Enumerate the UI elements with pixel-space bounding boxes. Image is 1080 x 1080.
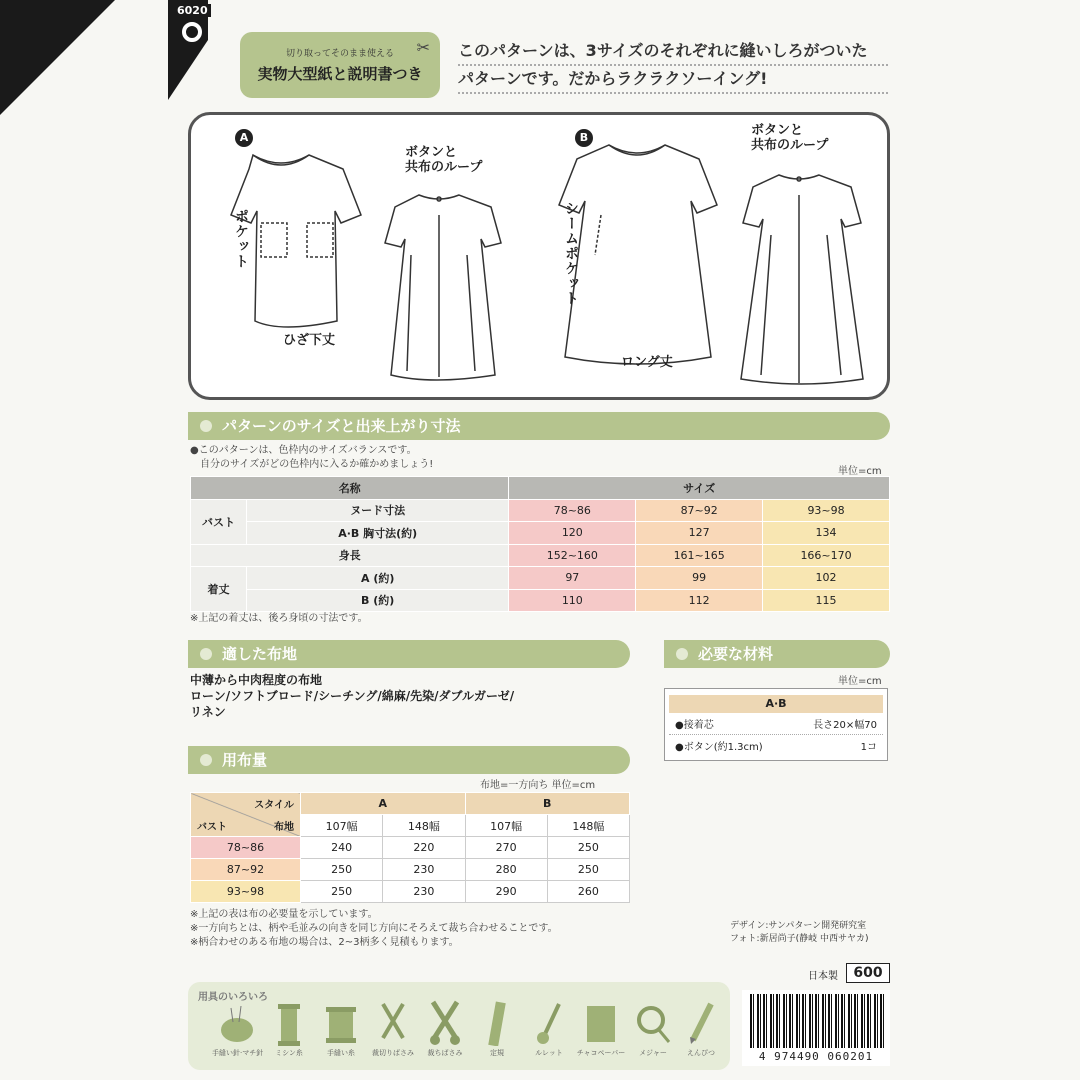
size-nude: ヌード寸法 bbox=[247, 499, 509, 522]
b-length-label: ロング丈 bbox=[621, 355, 673, 370]
tools-panel bbox=[188, 982, 730, 1070]
yardage-cell: 230 bbox=[383, 881, 465, 903]
chalk-paper-icon bbox=[581, 1000, 621, 1046]
size-a-len: A (約) bbox=[247, 567, 509, 590]
yardage-corner bbox=[191, 793, 301, 837]
b-button-label: ボタンと 共布のループ bbox=[751, 123, 829, 153]
a-pocket-label: ポケット bbox=[233, 209, 249, 269]
materials-unit: 単位=cm bbox=[838, 676, 882, 687]
tool-item bbox=[264, 1000, 314, 1058]
materials-row bbox=[669, 735, 883, 756]
size-cell: 120 bbox=[509, 522, 636, 545]
size-note1: ●このパターンは、色枠内のサイズバランスです。 bbox=[190, 445, 417, 456]
yardage-size: 78~86 bbox=[191, 837, 301, 859]
material-value: 長さ20×幅70 bbox=[813, 720, 877, 731]
yardage-notes bbox=[190, 908, 558, 950]
tool-label: 裁ちばさみ bbox=[427, 1049, 463, 1057]
size-cell: 115 bbox=[763, 589, 890, 612]
yardage-note: ※一方向ちとは、柄や毛並みの向きを同じ方向にそろえて裁ち合わせることです。 bbox=[190, 923, 558, 934]
fabric-text bbox=[190, 672, 630, 720]
tool-item bbox=[212, 1000, 262, 1058]
size-cell: 99 bbox=[636, 567, 763, 590]
credit-design: デザイン:サンパターン開発研究室 bbox=[730, 921, 867, 931]
hand-thread-icon bbox=[321, 1000, 361, 1046]
size-cell: 134 bbox=[763, 522, 890, 545]
a-length-label: ひざ下丈 bbox=[283, 333, 336, 348]
tool-item bbox=[524, 1000, 574, 1058]
yardage-size: 93~98 bbox=[191, 881, 301, 903]
pattern-code: 6020 bbox=[174, 4, 211, 17]
tool-item bbox=[368, 1000, 418, 1058]
yardage-unit: 布地=一方向ち 単位=cm bbox=[480, 780, 596, 791]
tool-label: 定規 bbox=[490, 1049, 504, 1057]
barcode bbox=[742, 990, 890, 1066]
material-name: ●接着芯 bbox=[675, 720, 714, 731]
made-in: 日本製 bbox=[808, 971, 838, 982]
tool-label: メジャー bbox=[639, 1049, 667, 1057]
fabric-line1: 中薄から中肉程度の布地 bbox=[190, 673, 323, 687]
size-cell: 110 bbox=[509, 589, 636, 612]
size-unit: 単位=cm bbox=[838, 466, 882, 477]
credits bbox=[730, 920, 868, 946]
headline-line2: パターンです。だからラクラクソーイング! bbox=[458, 66, 888, 94]
fabric-line3: リネン bbox=[190, 705, 226, 719]
a-button-label: ボタンと 共布のループ bbox=[405, 145, 483, 175]
tool-label: チャコペーパー bbox=[576, 1049, 626, 1057]
yardage-note: ※上記の表は布の必要量を示しています。 bbox=[190, 909, 378, 920]
fabric-section-title: 適した布地 bbox=[188, 640, 630, 668]
size-cell: 161~165 bbox=[636, 544, 763, 567]
size-cell: 93~98 bbox=[763, 499, 890, 522]
style-b-mark: B bbox=[575, 129, 593, 147]
yardage-cell: 240 bbox=[301, 837, 383, 859]
size-cell: 127 bbox=[636, 522, 763, 545]
tool-label: 手縫い糸 bbox=[327, 1049, 355, 1057]
yardage-cell: 220 bbox=[383, 837, 465, 859]
yardage-cell: 280 bbox=[465, 859, 547, 881]
size-bust: バスト bbox=[191, 499, 247, 544]
size-th-name: 名称 bbox=[191, 477, 509, 500]
brand-logo-icon bbox=[182, 22, 202, 42]
yardage-cell: 260 bbox=[547, 881, 629, 903]
yardage-table bbox=[190, 792, 630, 903]
yardage-cell: 250 bbox=[547, 837, 629, 859]
yardage-fabric-label: 布地 bbox=[274, 822, 294, 833]
tool-label: ルレット bbox=[535, 1049, 563, 1057]
tool-label: ミシン糸 bbox=[275, 1049, 303, 1057]
size-length: 着丈 bbox=[191, 567, 247, 612]
tool-item bbox=[472, 1000, 522, 1058]
yardage-style-label: スタイル bbox=[254, 800, 294, 811]
materials-row bbox=[669, 713, 883, 735]
size-cell: 112 bbox=[636, 589, 763, 612]
size-cell: 87~92 bbox=[636, 499, 763, 522]
b-pocket-label: シームポケット bbox=[563, 201, 579, 306]
tool-item bbox=[628, 1000, 678, 1058]
materials-header: A·B bbox=[669, 695, 883, 713]
dress-illustration-panel bbox=[188, 112, 890, 400]
size-note2: 自分のサイズがどの色枠内に入るか確かめましょう! bbox=[200, 459, 434, 470]
tool-label: 裁切りばさみ bbox=[372, 1049, 414, 1057]
pincushion-icon bbox=[217, 1000, 257, 1046]
thread-scissors-icon bbox=[373, 1000, 413, 1046]
tool-item bbox=[420, 1000, 470, 1058]
ruler-icon bbox=[477, 1000, 517, 1046]
size-table bbox=[190, 476, 890, 612]
yardage-cell: 290 bbox=[465, 881, 547, 903]
tool-item bbox=[316, 1000, 366, 1058]
tool-item bbox=[676, 1000, 726, 1058]
headline bbox=[458, 38, 888, 94]
size-cell: 102 bbox=[763, 567, 890, 590]
tool-item bbox=[576, 1000, 626, 1058]
fabric-line2: ローン/ソフトブロード/シーチング/綿麻/先染/ダブルガーゼ/ bbox=[190, 689, 515, 703]
barcode-number: 4 974490 060201 bbox=[758, 1050, 874, 1063]
size-note bbox=[190, 444, 433, 472]
materials-section-title: 必要な材料 bbox=[664, 640, 890, 668]
machine-thread-icon bbox=[269, 1000, 309, 1046]
yardage-cell: 250 bbox=[301, 859, 383, 881]
size-b-len: B (約) bbox=[247, 589, 509, 612]
tool-label: えんぴつ bbox=[687, 1049, 715, 1057]
yardage-section-title: 用布量 bbox=[188, 746, 630, 774]
yardage-cell: 250 bbox=[547, 859, 629, 881]
measuring-tape-icon bbox=[633, 1000, 673, 1046]
yardage-width: 107幅 bbox=[301, 815, 383, 837]
style-a-mark: A bbox=[235, 129, 253, 147]
yardage-size: 87~92 bbox=[191, 859, 301, 881]
materials-table bbox=[664, 688, 888, 761]
size-cell: 97 bbox=[509, 567, 636, 590]
size-section-title: パターンのサイズと出来上がり寸法 bbox=[188, 412, 890, 440]
tools-title: 用具のいろいろ bbox=[198, 992, 268, 1003]
yardage-cell: 270 bbox=[465, 837, 547, 859]
yardage-style-a: A bbox=[301, 793, 466, 815]
yardage-bust-label: バスト bbox=[197, 822, 227, 833]
pencil-icon bbox=[681, 1000, 721, 1046]
size-footnote: ※上記の着丈は、後ろ身頃の寸法です。 bbox=[190, 613, 368, 624]
dress-drawings bbox=[191, 115, 887, 397]
material-name: ●ボタン(約1.3cm) bbox=[675, 742, 763, 753]
pattern-badge bbox=[240, 32, 440, 98]
yardage-width: 148幅 bbox=[383, 815, 465, 837]
yardage-style-b: B bbox=[465, 793, 630, 815]
material-value: 1コ bbox=[860, 742, 877, 753]
badge-line2: 実物大型紙と説明書つき bbox=[257, 65, 423, 83]
fabric-scissors-icon bbox=[425, 1000, 465, 1046]
headline-line1: このパターンは、3サイズのそれぞれに縫いしろがついた bbox=[458, 38, 888, 66]
badge-line1: 切り取ってそのまま使える bbox=[285, 49, 394, 59]
yardage-note: ※柄合わせのある布地の場合は、2~3柄多く見積もります。 bbox=[190, 937, 459, 948]
size-ab-chest: A·B 胸寸法(約) bbox=[247, 522, 509, 545]
credit-photo: フォト:新居尚子(静岐 中西サヤカ) bbox=[730, 934, 869, 944]
scissors-icon: ✂ bbox=[416, 38, 430, 57]
size-cell: 152~160 bbox=[509, 544, 636, 567]
tool-label: 手縫い針·マチ針 bbox=[212, 1049, 264, 1057]
size-th-size: サイズ bbox=[509, 477, 890, 500]
corner-triangle bbox=[0, 0, 115, 115]
yardage-cell: 230 bbox=[383, 859, 465, 881]
size-height: 身長 bbox=[191, 544, 509, 567]
yardage-width: 148幅 bbox=[547, 815, 629, 837]
tracing-wheel-icon bbox=[529, 1000, 569, 1046]
yardage-width: 107幅 bbox=[465, 815, 547, 837]
size-cell: 78~86 bbox=[509, 499, 636, 522]
barcode-bars bbox=[750, 994, 884, 1048]
size-cell: 166~170 bbox=[763, 544, 890, 567]
price-box: 600 bbox=[846, 963, 890, 983]
yardage-cell: 250 bbox=[301, 881, 383, 903]
